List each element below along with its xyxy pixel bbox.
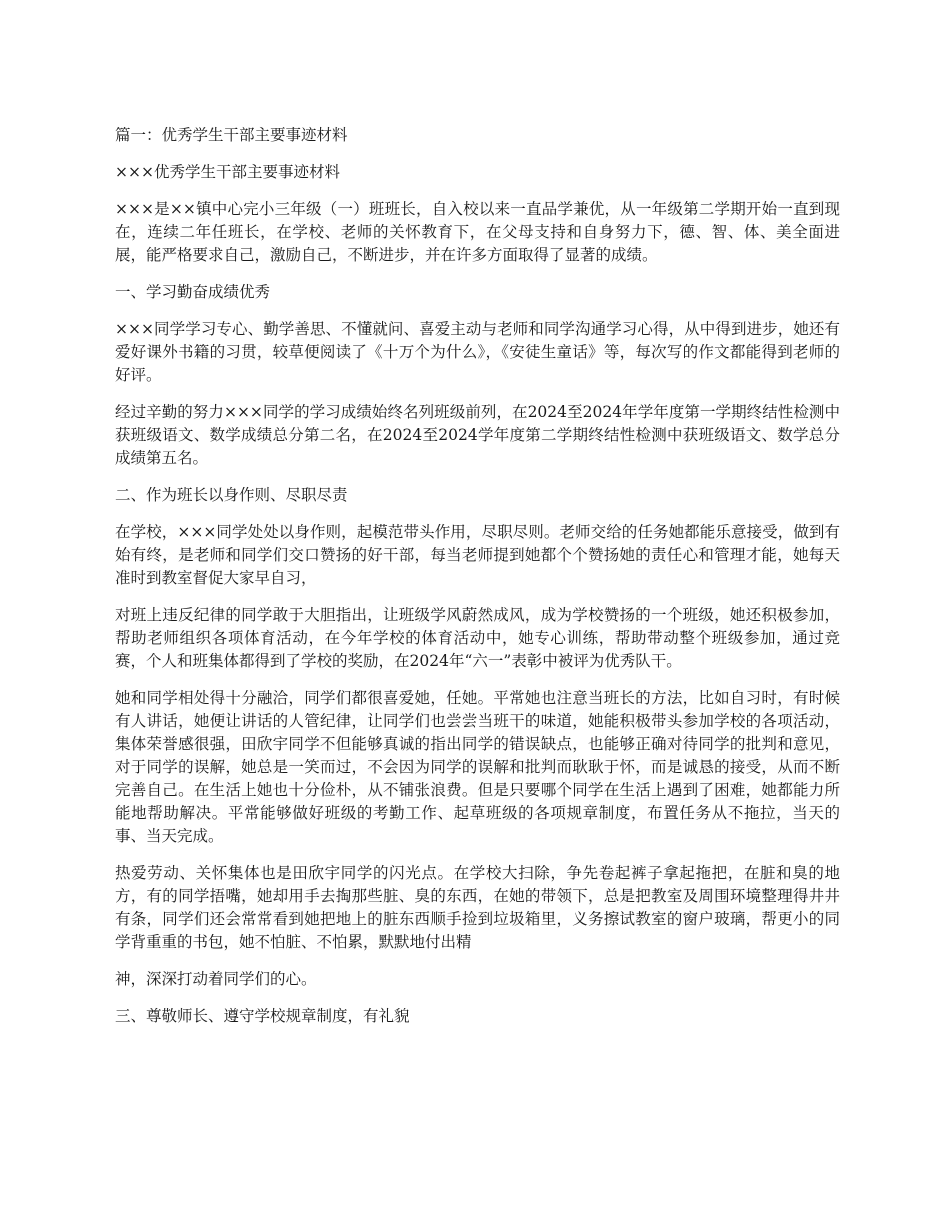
paragraph-grades: 经过辛勤的努力×××同学的学习成绩始终名列班级前列，在2024至2024年学年度第一学期终结性检测中获班级语文、数学成绩总分第二名，在2024至2024学年度第二学期终结性检测中获班级语文、数学总分成绩第五名。	[115, 403, 840, 467]
document-body	[115, 124, 840, 1042]
section-heading-study: 一、学习勤奋成绩优秀	[115, 283, 271, 301]
paragraph-discipline: 对班上违反纪律的同学敢于大胆指出，让班级学风蔚然成风，成为学校赞扬的一个班级，她还积极参加，帮助老师组织各项体育活动，在今年学校的体育活动中，她专心训练，帮助带动整个班级参加，通过竞赛，个人和班集体都得到了学校的奖励，在2024年“六一”表彰中被评为优秀队干。	[115, 606, 840, 670]
paragraph-relations: 她和同学相处得十分融洽，同学们都很喜爱她，任她。平常她也注意当班长的方法，比如自习时，有时候有人讲话，她便让讲话的人管纪律，让同学们也尝尝当班干的味道，她能积极带头参加学校的各项活动，集体荣誉感很强，田欣宇同学不但能够真诚的指出同学的错误缺点，也能够正确对待同学的批判和意见，对于同学的误解，她总是一笑而过，不会因为同学的误解和批判而耿耿于怀，而是诚恳的接受，从而不断完善自己。在生活上她也十分俭朴，从不铺张浪费。但是只要哪个同学在生活上遇到了困难，她都能力所能地帮助解决。平常能够做好班级的考勤工作、起草班级的各项规章制度，布置任务从不拖拉，当天的事、当天完成。	[115, 689, 840, 845]
paragraph-study: ×××同学学习专心、勤学善思、不懂就问、喜爱主动与老师和同学沟通学习心得，从中得到进步，她还有爱好课外书籍的习贯，较草便阅读了《十万个为什么》，《安徒生童话》等，每次写的作文都能得到老师的好评。	[115, 320, 840, 384]
document-subtitle: ×××优秀学生干部主要事迹材料	[115, 163, 340, 181]
paragraph-labor: 热爱劳动、关怀集体也是田欣宇同学的闪光点。在学校大扫除，争先卷起裤子拿起拖把，在脏和臭的地方，有的同学捂嘴，她却用手去掏那些脏、臭的东西，在她的带领下，总是把教室及周围环境整理得井井有条，同学们还会常常看到她把地上的脏东西顺手捡到垃圾箱里，义务擦试教室的窗户玻璃，帮更小的同学背重重的书包，她不怕脏、不怕累，默默地付出精	[115, 864, 840, 951]
section-heading-respect: 三、尊敬师长、遵守学校规章制度，有礼貌	[115, 1007, 410, 1025]
paragraph-intro: ×××是××镇中心完小三年级（一）班班长，自入校以来一直品学兼优，从一年级第二学期开始一直到现在，连续二年任班长，在学校、老师的关怀教育下，在父母支持和自身努力下，德、智、体、美全面进展，能严格要求自己，激励自己，不断进步，并在许多方面取得了显著的成绩。	[115, 200, 840, 264]
paragraph-example: 在学校，×××同学处处以身作则，起模范带头作用，尽职尽则。老师交给的任务她都能乐意接受，做到有始有终，是老师和同学们交口赞扬的好干部，每当老师提到她都个个赞扬她的责任心和管理才能，她每天准时到教室督促大家早自习，	[115, 523, 840, 587]
document-title: 篇一：优秀学生干部主要事迹材料	[115, 126, 348, 144]
paragraph-labor-cont: 神，深深打动着同学们的心。	[115, 970, 317, 988]
section-heading-monitor: 二、作为班长以身作则、尽职尽责	[115, 486, 348, 504]
